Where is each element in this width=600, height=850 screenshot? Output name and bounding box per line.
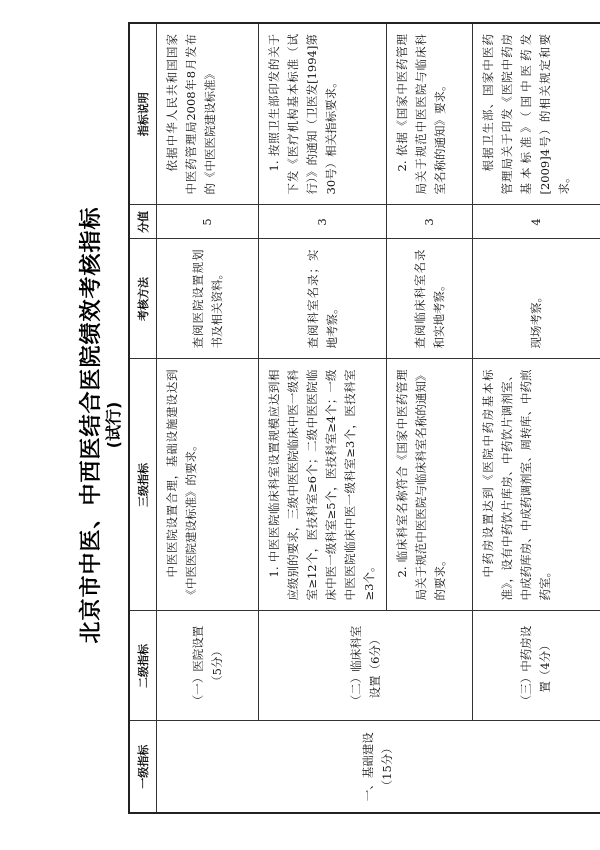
level2-cell: （三）中药房设置（4分） — [473, 611, 600, 721]
description-cell: 2. 依据《国家中医药管理局关于规范中医医院与临床科室名称的通知》要求。 — [387, 23, 473, 205]
table-row — [259, 23, 387, 813]
score-cell: 5 — [157, 205, 259, 239]
description-cell: 依据中华人民共和国国家中医药管理局2008年8月发布的《中医医院建设标准》 — [157, 23, 259, 205]
header-level1: 一级指标 — [129, 721, 157, 813]
table-header-row — [129, 23, 157, 813]
level3-cell: 1. 中医医院临床科室设置规模应达到相应级别的要求，三级中医医院临床中医一级科室≥12个，医技科室≥6个；二级中医医院临床中医一级科室≥5个，医技科室≥4个；一级中医医院临床中医一级科室≥3个，医技科室≥3个。 — [259, 359, 387, 611]
score-cell: 3 — [387, 205, 473, 239]
indicator-table — [128, 22, 600, 814]
document-subtitle: (试行) — [104, 401, 123, 449]
table-row — [157, 23, 259, 813]
method-cell: 查阅医院设置规划书及相关资料。 — [157, 239, 259, 359]
level2-cell: （一）医院设置（5分） — [157, 611, 259, 721]
header-level3: 三级指标 — [129, 359, 157, 611]
method-cell: 现场考察。 — [473, 239, 600, 359]
score-cell: 4 — [473, 205, 600, 239]
table-row — [473, 23, 600, 813]
score-cell: 3 — [259, 205, 387, 239]
header-level2: 二级指标 — [129, 611, 157, 721]
description-cell: 1. 按照卫生部印发的关于下发《医疗机构基本标准（试行）》的通知（卫医发[1994]第30号）相关指标要求。 — [259, 23, 387, 205]
level3-cell: 中医医院设置合理，基础设施建设达到《中医医院建设标准》的要求。 — [157, 359, 259, 611]
method-cell: 查阅科室名录；实地考察。 — [259, 239, 387, 359]
document-title: 北京市中医、中西医结合医院绩效考核指标 — [79, 206, 104, 644]
method-cell: 查阅临床科室名录和实地考察。 — [387, 239, 473, 359]
header-score: 分值 — [129, 205, 157, 239]
header-method: 考核方法 — [129, 239, 157, 359]
header-description: 指标说明 — [129, 23, 157, 205]
level2-cell: （二）临床科室设置（6分） — [259, 611, 473, 721]
description-cell: 根据卫生部、国家中医药管理局关于印发《医院中药房基本标准》（国中医药发[2009]4号）的相关规定和要求。 — [473, 23, 600, 205]
level3-cell: 中药房设置达到《医院中药房基本标准》，设有中药饮片库房、中药饮片调剂室、中成药库房、中成药调剂室、周转库、中药煎药室。 — [473, 359, 600, 611]
level3-cell: 2. 临床科室名称符合《国家中医药管理局关于规范中医医院与临床科室名称的通知》的要求。 — [387, 359, 473, 611]
level1-cell: 一、基础建设（15分） — [157, 721, 600, 813]
